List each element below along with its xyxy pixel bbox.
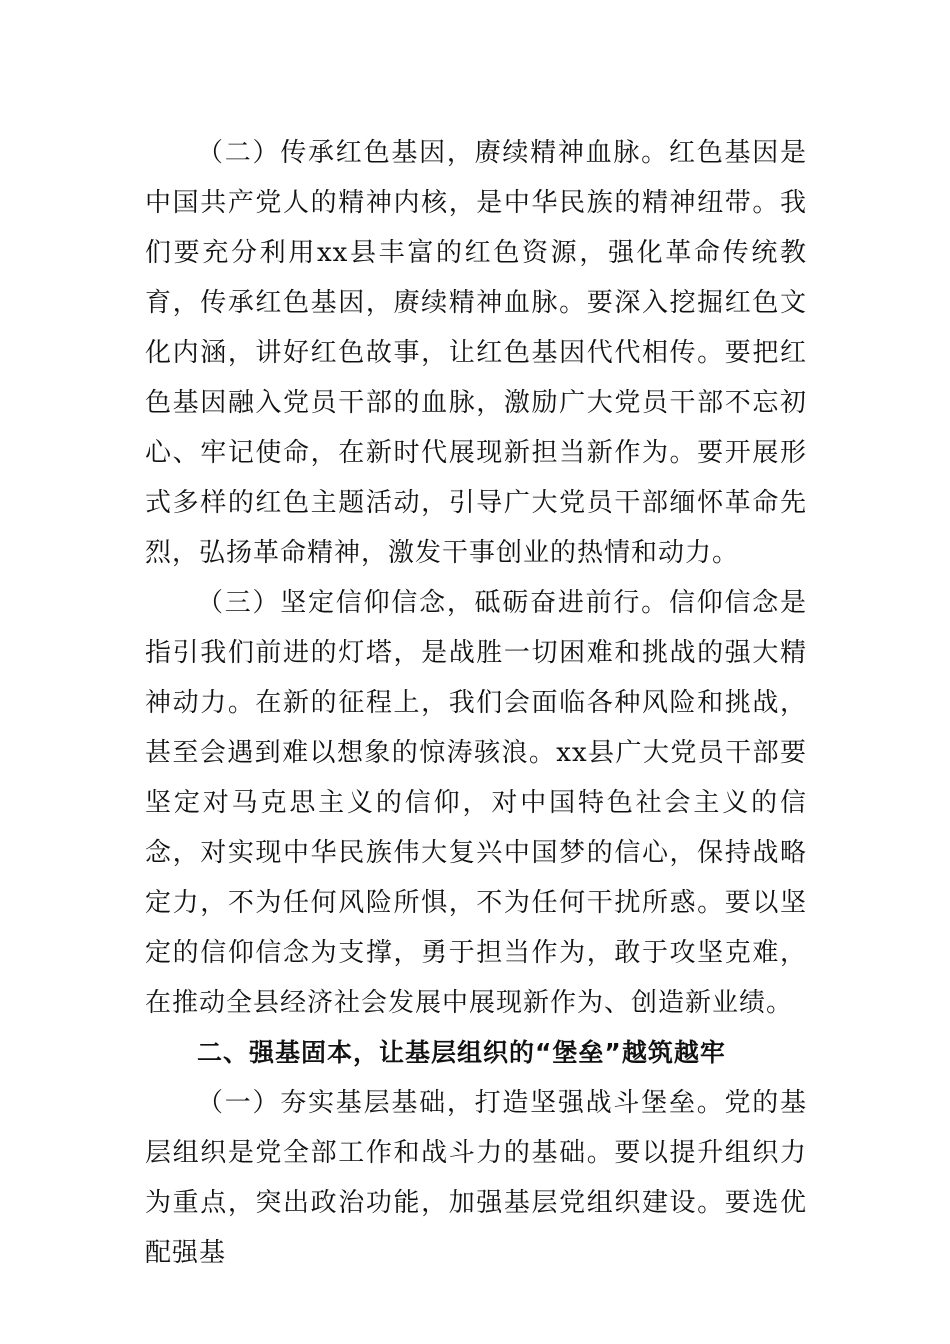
document-body [145,128,807,1278]
section-heading-grassroots: 二、强基固本，让基层组织的“堡垒”越筑越牢 [197,1038,726,1067]
paragraph-inherit-red-genes: （二）传承红色基因，赓续精神血脉。红色基因是中国共产党人的精神内核，是中华民族的精神纽带。我们要充分利用xx县丰富的红色资源，强化革命传统教育，传承红色基因，赓续精神血脉。要深入挖掘红色文化内涵，讲好红色故事，让红色基因代代相传。要把红色基因融入党员干部的血脉，激励广大党员干部不忘初心、牢记使命，在新时代展现新担当新作为。要开展形式多样的红色主题活动，引导广大党员干部缅怀革命先烈，弘扬革命精神，激发干事创业的热情和动力。 [145,138,807,568]
paragraph-firm-faith: （三）坚定信仰信念，砥砺奋进前行。信仰信念是指引我们前进的灯塔，是战胜一切困难和挑战的强大精神动力。在新的征程上，我们会面临各种风险和挑战，甚至会遇到难以想象的惊涛骇浪。xx县广大党员干部要坚定对马克思主义的信仰，对中国特色社会主义的信念，对实现中华民族伟大复兴中国梦的信心，保持战略定力，不为任何风险所惧，不为任何干扰所惑。要以坚定的信仰信念为支撑，勇于担当作为，敢于攻坚克难，在推动全县经济社会发展中展现新作为、创造新业绩。 [145,588,807,1018]
paragraph-grassroots-foundation: （一）夯实基层基础，打造坚强战斗堡垒。党的基层组织是党全部工作和战斗力的基础。要以提升组织力为重点，突出政治功能，加强基层党组织建设。要选优配强基 [145,1088,807,1268]
